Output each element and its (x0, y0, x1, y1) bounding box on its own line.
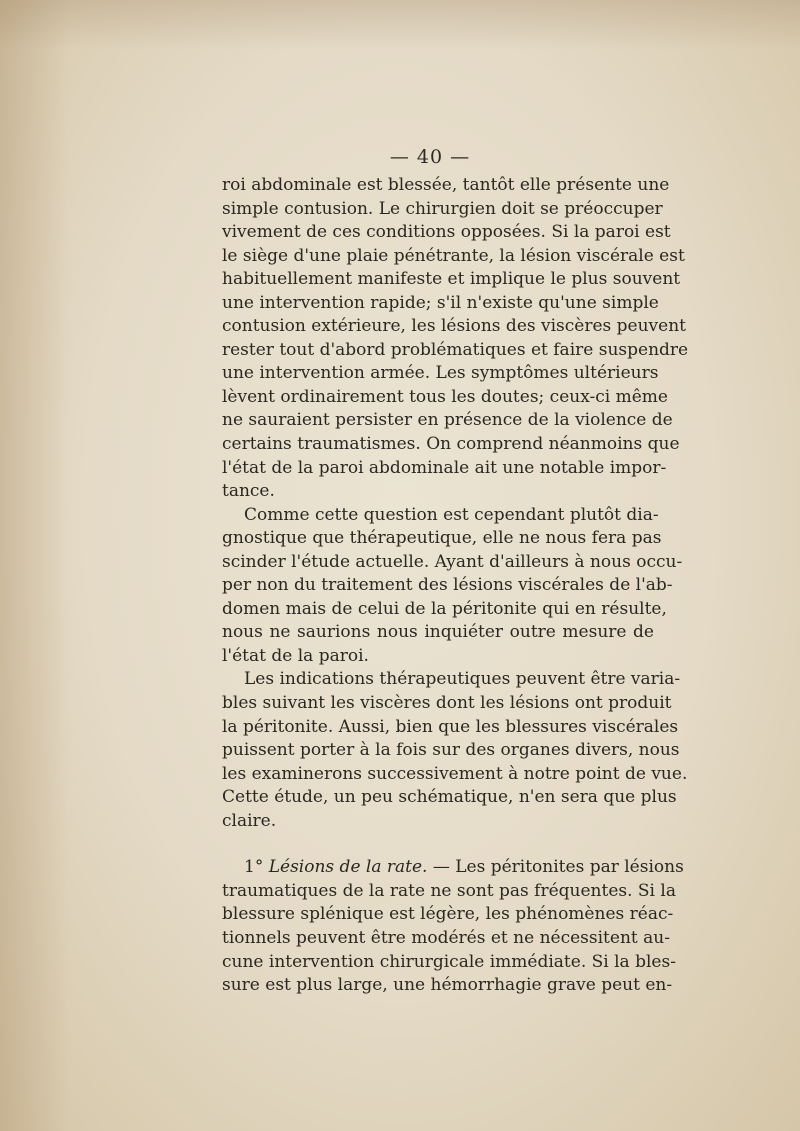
text-line: tance. (222, 481, 275, 502)
text-line: l'état de la paroi. (222, 645, 369, 666)
text-line: vivement de ces conditions opposées. Si la paroi est (222, 222, 671, 243)
page-edge-shadow (0, 0, 70, 1131)
text-line: scinder l'étude actuelle. Ayant d'ailleurs à nous occu- (222, 551, 683, 572)
text-line: la péritonite. Aussi, bien que les blessures viscérales (222, 716, 679, 737)
text-line: lèvent ordinairement tous les doutes; ceux-ci même (222, 386, 668, 407)
text-line: tionnels peuvent être modérés et ne nécessitent au- (222, 927, 670, 948)
text-line: l'état de la paroi abdominale ait une notable impor- (222, 457, 667, 478)
text-line: certains traumatismes. On comprend néanmoins que (222, 434, 680, 455)
text-line: une intervention armée. Les symptômes ultérieurs (222, 363, 659, 384)
text-line: contusion extérieure, les lésions des viscères peuvent (222, 316, 687, 337)
text-line: simple contusion. Le chirurgien doit se préoccuper (222, 198, 663, 219)
text-line: ne sauraient persister en présence de la violence de (222, 410, 673, 431)
text-line: sure est plus large, une hémorrhagie grave peut en- (222, 975, 673, 996)
text-line: le siège d'une plaie pénétrante, la lésion viscérale est (222, 245, 685, 266)
text-line: Cette étude, un peu schématique, n'en sera que plus (222, 787, 677, 808)
text-line: domen mais de celui de la péritonite qui en résulte, (222, 598, 667, 619)
body-text (222, 174, 689, 998)
text-line: Les indications thérapeutiques peuvent être varia- (244, 669, 681, 690)
section-number: 1° (244, 857, 264, 878)
text-line: bles suivant les viscères dont les lésions ont produit (222, 693, 672, 714)
page-top-shadow (0, 0, 800, 50)
section-rate (222, 856, 684, 997)
text-line: Comme cette question est cependant plutôt dia- (244, 504, 659, 525)
paragraph-3 (222, 668, 688, 833)
text-line: nous ne saurions nous inquiéter outre mesure de (222, 622, 654, 643)
text-line: roi abdominale est blessée, tantôt elle présente une (222, 175, 670, 195)
section-heading-line (222, 856, 684, 880)
text-line: rester tout d'abord problématiques et faire suspendre (222, 339, 689, 360)
section-heading-rest: — Les péritonites par lésions (427, 857, 684, 878)
text-line: cune intervention chirurgicale immédiate. Si la bles- (222, 951, 676, 972)
text-line: habituellement manifeste et implique le plus souvent (222, 269, 681, 290)
paragraph-1 (222, 174, 689, 504)
text-line: traumatiques de la rate ne sont pas fréquentes. Si la (222, 880, 676, 901)
text-line: claire. (222, 810, 277, 831)
text-line: gnostique que thérapeutique, elle ne nous fera pas (222, 528, 662, 549)
text-line: une intervention rapide; s'il n'existe qu'une simple (222, 292, 659, 313)
text-line: blessure splénique est légère, les phénomènes réac- (222, 904, 674, 925)
text-line: per non du traitement des lésions viscérales de l'ab- (222, 575, 673, 596)
page-number: — 40 — (389, 146, 471, 168)
text-line: puissent porter à la fois sur des organes divers, nous (222, 740, 680, 761)
section-heading: Lésions de la rate. (268, 857, 428, 878)
text-line: les examinerons successivement à notre point de vue. (222, 763, 688, 784)
section-spacer (222, 833, 654, 856)
paragraph-2 (222, 504, 683, 669)
